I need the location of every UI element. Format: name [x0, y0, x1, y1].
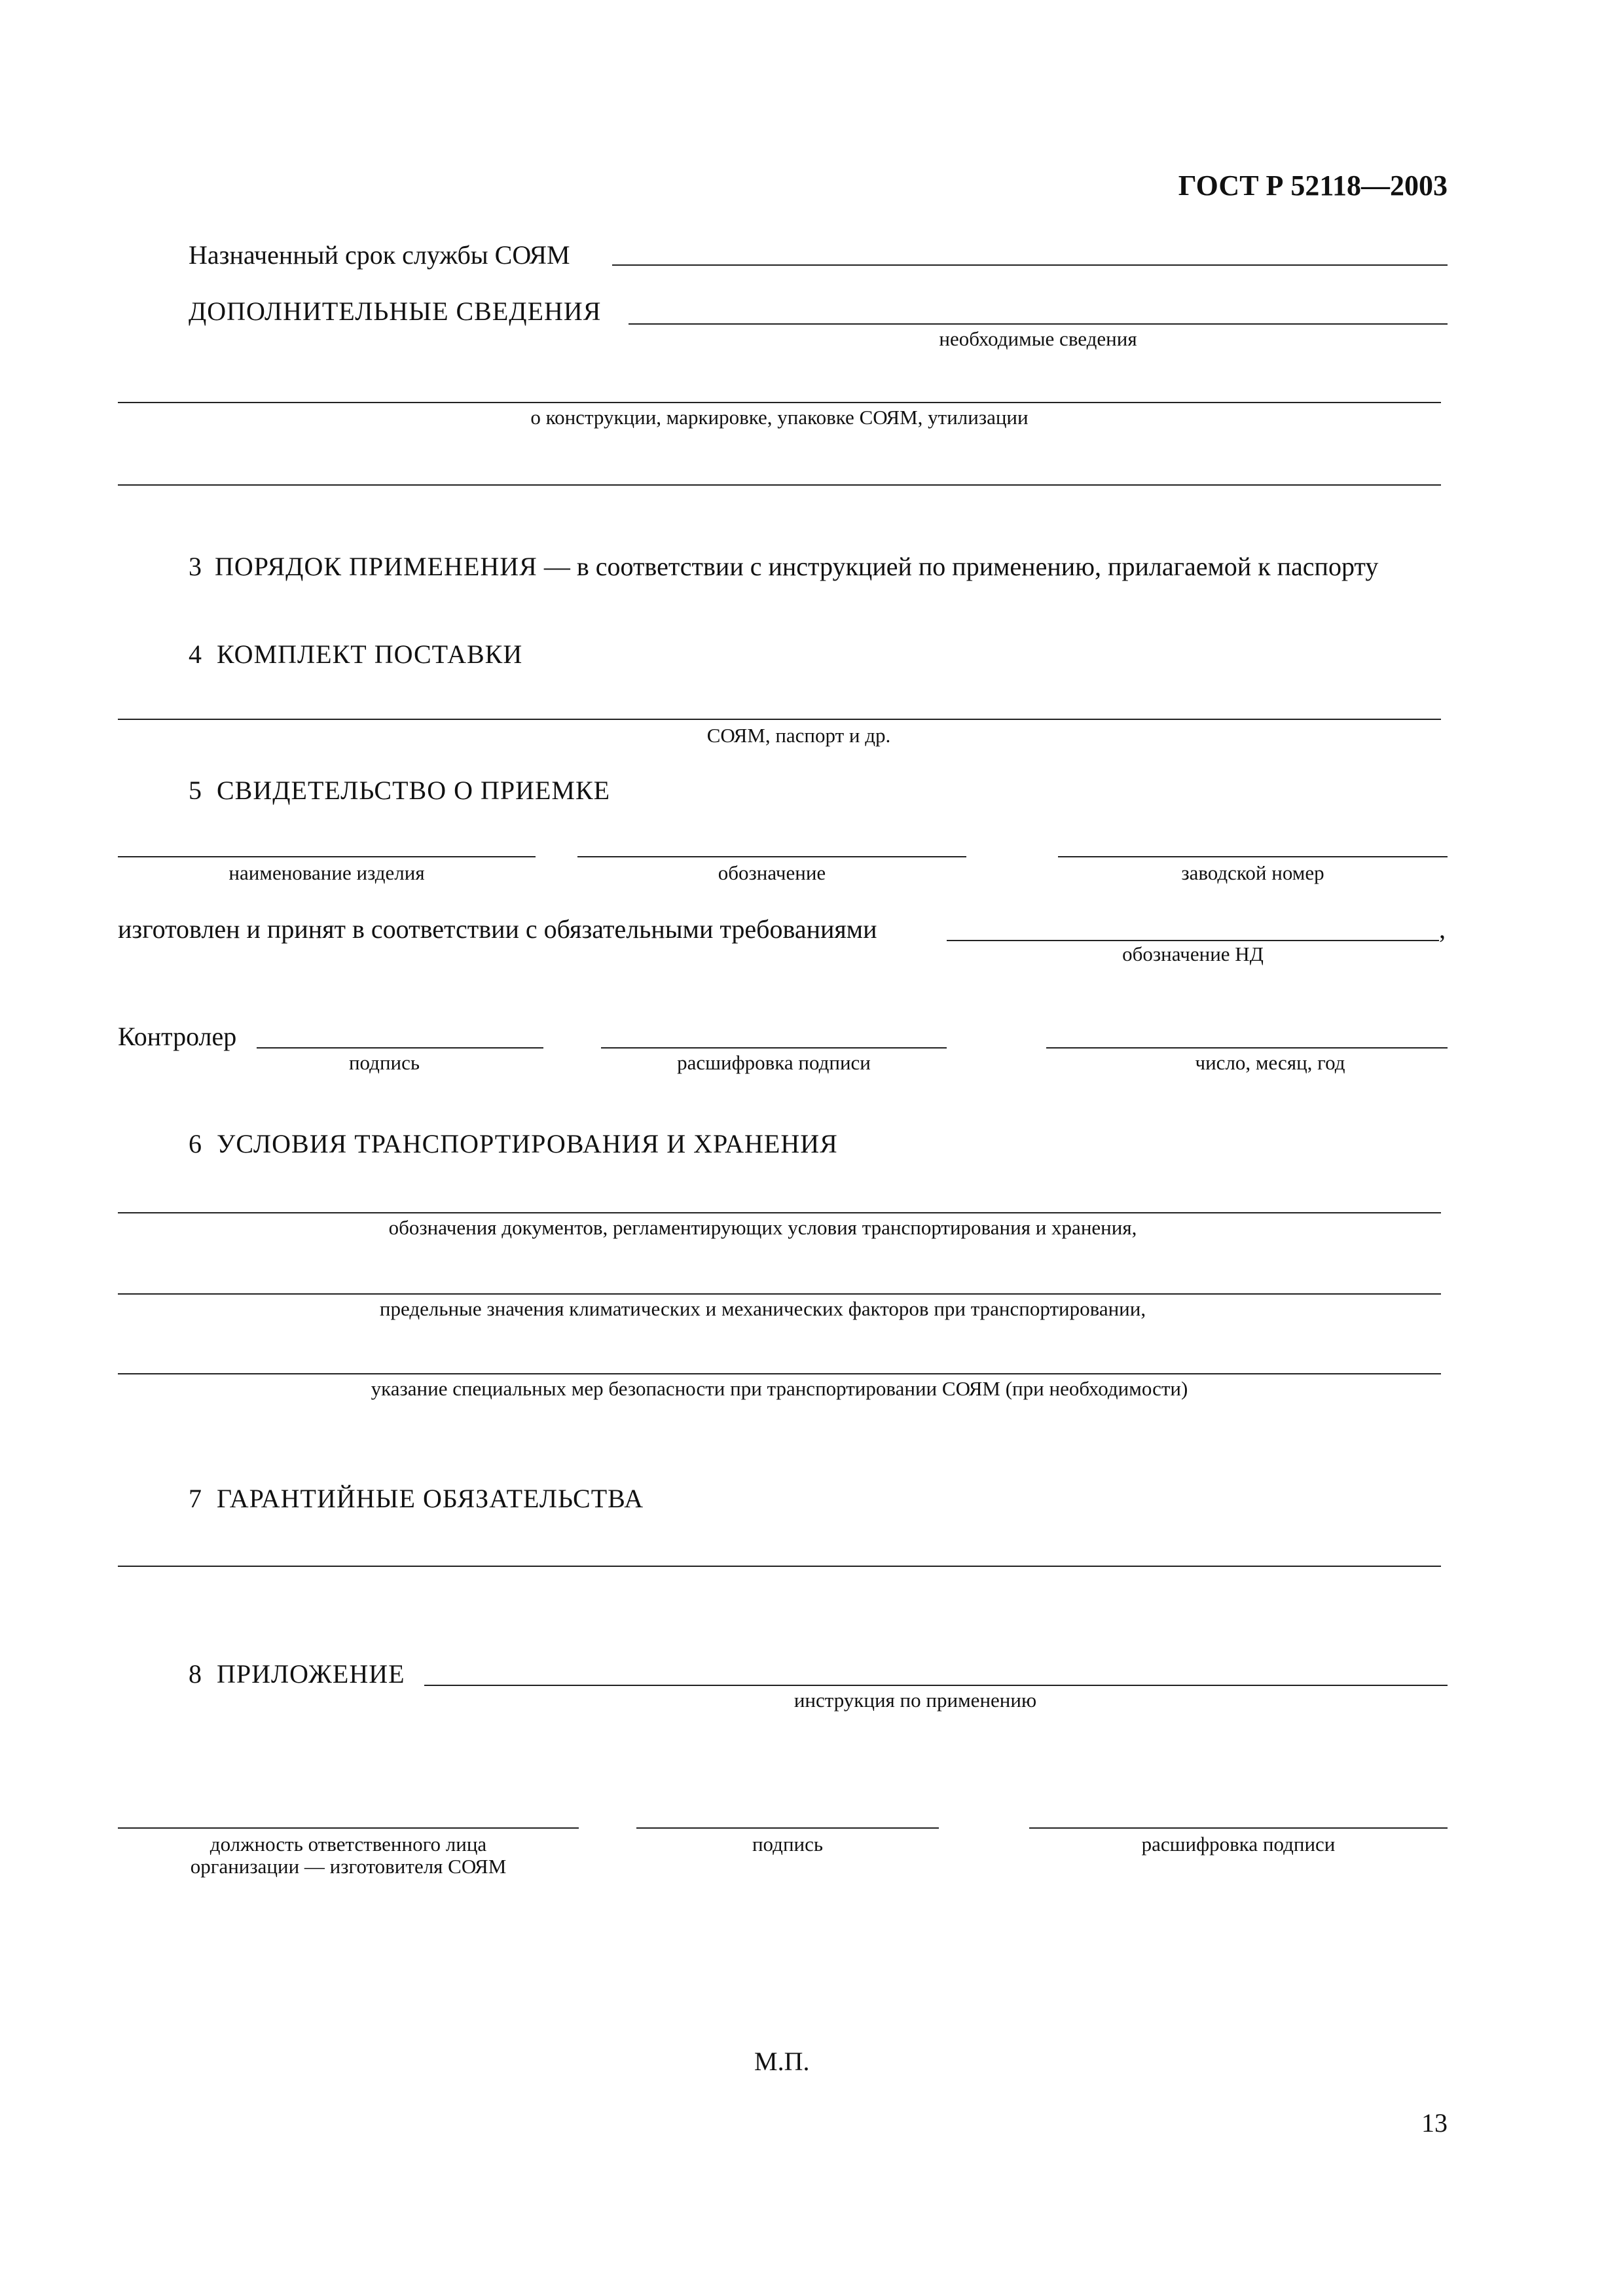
- section-3-text: — в соответствии с инструкцией по применению, прилагаемой к паспорту: [543, 552, 1379, 581]
- controller-date-field[interactable]: [1046, 1047, 1448, 1049]
- delivery-set-field[interactable]: [118, 719, 1441, 720]
- nd-designation-caption: обозначение НД: [1122, 942, 1264, 965]
- transport-docs-field[interactable]: [118, 1212, 1441, 1213]
- warranty-field[interactable]: [118, 1566, 1441, 1567]
- section-5-number: 5: [189, 776, 202, 805]
- section-3-title: ПОРЯДОК ПРИМЕНЕНИЯ: [215, 552, 538, 581]
- controller-signature-field[interactable]: [257, 1047, 543, 1049]
- section-3-number: 3: [189, 552, 202, 581]
- section-6-heading: [189, 1128, 838, 1159]
- section-7-number: 7: [189, 1484, 202, 1513]
- delivery-set-caption: СОЯМ, паспорт и др.: [706, 724, 891, 747]
- document-code: ГОСТ Р 52118—2003: [1178, 170, 1448, 202]
- manufactured-statement: изготовлен и принят в соответствии с обязательными требованиями: [118, 914, 877, 944]
- section-8-heading: [189, 1659, 405, 1689]
- additional-info-field-1[interactable]: [629, 323, 1448, 325]
- additional-info-field-3[interactable]: [118, 484, 1441, 486]
- section-3-heading: [189, 551, 1378, 582]
- additional-info-caption-2: о конструкции, маркировке, упаковке СОЯМ, утилизации: [530, 406, 1029, 429]
- serial-number-caption: заводской номер: [1181, 861, 1324, 884]
- section-4-title: КОМПЛЕКТ ПОСТАВКИ: [217, 639, 523, 669]
- safety-measures-caption: указание специальных мер безопасности при транспортировании СОЯМ (при необходимости): [371, 1377, 1188, 1400]
- section-4-heading: [189, 639, 522, 670]
- position-field[interactable]: [118, 1827, 579, 1829]
- position-caption-2: организации — изготовителя СОЯМ: [190, 1855, 507, 1878]
- transport-docs-caption: обозначения документов, регламентирующих условия транспортирования и хранения,: [388, 1216, 1137, 1239]
- appendix-field[interactable]: [424, 1685, 1448, 1686]
- section-8-number: 8: [189, 1659, 202, 1689]
- designation-field[interactable]: [577, 856, 966, 857]
- appendix-caption: инструкция по применению: [793, 1689, 1037, 1712]
- stamp-place: М.П.: [754, 2047, 810, 2076]
- section-7-title: ГАРАНТИЙНЫЕ ОБЯЗАТЕЛЬСТВА: [217, 1484, 644, 1513]
- service-life-field[interactable]: [612, 264, 1448, 266]
- controller-label: Контролер: [118, 1022, 237, 1051]
- nd-comma: ,: [1439, 914, 1446, 944]
- section-5-title: СВИДЕТЕЛЬСТВО О ПРИЕМКЕ: [217, 776, 611, 805]
- product-name-field[interactable]: [118, 856, 536, 857]
- signoff-signature-caption: подпись: [752, 1833, 824, 1856]
- climate-factors-field[interactable]: [118, 1293, 1441, 1295]
- controller-decipher-field[interactable]: [601, 1047, 947, 1049]
- section-7-heading: [189, 1483, 644, 1514]
- signoff-decipher-caption: расшифровка подписи: [1141, 1833, 1336, 1856]
- designation-caption: обозначение: [718, 861, 826, 884]
- product-name-caption: наименование изделия: [228, 861, 425, 884]
- controller-decipher-caption: расшифровка подписи: [677, 1051, 871, 1074]
- additional-info-label: ДОПОЛНИТЕЛЬНЫЕ СВЕДЕНИЯ: [189, 296, 602, 326]
- section-8-title: ПРИЛОЖЕНИЕ: [217, 1659, 405, 1689]
- nd-designation-field[interactable]: [947, 940, 1439, 941]
- section-4-number: 4: [189, 639, 202, 669]
- additional-info-caption-1: необходимые сведения: [939, 327, 1137, 350]
- position-caption-1: должность ответственного лица: [210, 1833, 487, 1856]
- signoff-decipher-field[interactable]: [1029, 1827, 1448, 1829]
- safety-measures-field[interactable]: [118, 1373, 1441, 1374]
- controller-date-caption: число, месяц, год: [1195, 1051, 1345, 1074]
- page-number: 13: [1421, 2108, 1448, 2138]
- service-life-label: Назначенный срок службы СОЯМ: [189, 240, 570, 270]
- climate-factors-caption: предельные значения климатических и механических факторов при транспортировании,: [379, 1297, 1146, 1320]
- section-6-title: УСЛОВИЯ ТРАНСПОРТИРОВАНИЯ И ХРАНЕНИЯ: [217, 1129, 838, 1158]
- section-5-heading: [189, 775, 610, 806]
- signoff-signature-field[interactable]: [636, 1827, 939, 1829]
- controller-signature-caption: подпись: [348, 1051, 420, 1074]
- serial-number-field[interactable]: [1058, 856, 1448, 857]
- section-6-number: 6: [189, 1129, 202, 1158]
- additional-info-field-2[interactable]: [118, 402, 1441, 403]
